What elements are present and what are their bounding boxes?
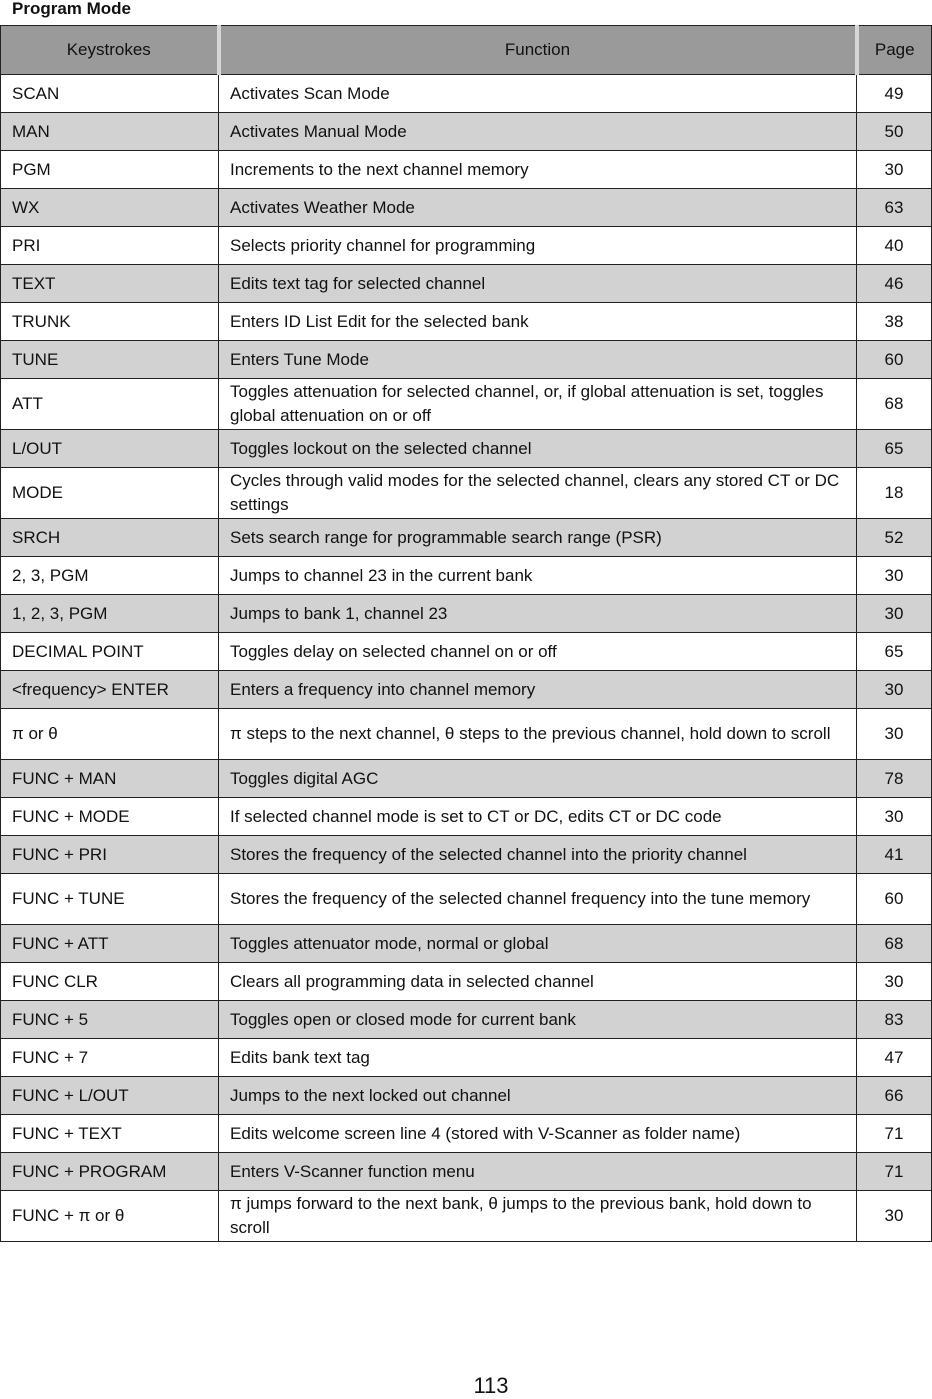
keystroke-cell: FUNC + MODE	[1, 798, 219, 836]
function-cell: Enters a frequency into channel memory	[219, 671, 857, 709]
table-row	[1, 671, 932, 709]
page-cell: 30	[857, 671, 932, 709]
table-row	[1, 836, 932, 874]
page-cell: 68	[857, 925, 932, 963]
function-cell: π jumps forward to the next bank, θ jumps to the previous bank, hold down to scroll	[219, 1191, 857, 1242]
table-row	[1, 151, 932, 189]
keystroke-cell: PGM	[1, 151, 219, 189]
keystroke-cell: TUNE	[1, 341, 219, 379]
table-row	[1, 709, 932, 760]
table-row	[1, 1153, 932, 1191]
header-page: Page	[857, 26, 932, 75]
table-row	[1, 227, 932, 265]
table-row	[1, 113, 932, 151]
table-body	[1, 75, 932, 1242]
function-cell: Clears all programming data in selected channel	[219, 963, 857, 1001]
table-row	[1, 303, 932, 341]
keystroke-cell: FUNC + 5	[1, 1001, 219, 1039]
page-cell: 30	[857, 798, 932, 836]
keystroke-cell: FUNC + π or θ	[1, 1191, 219, 1242]
table-row	[1, 189, 932, 227]
page-cell: 30	[857, 963, 932, 1001]
keystroke-cell: FUNC + TUNE	[1, 874, 219, 925]
table-row	[1, 874, 932, 925]
keystroke-cell: TEXT	[1, 265, 219, 303]
table-row	[1, 379, 932, 430]
keystroke-cell: MAN	[1, 113, 219, 151]
table-row	[1, 633, 932, 671]
table-row	[1, 798, 932, 836]
page-cell: 30	[857, 557, 932, 595]
program-mode-table	[0, 25, 932, 1242]
keystroke-cell: WX	[1, 189, 219, 227]
keystroke-cell: FUNC CLR	[1, 963, 219, 1001]
page-cell: 71	[857, 1153, 932, 1191]
function-cell: π steps to the next channel, θ steps to the previous channel, hold down to scroll	[219, 709, 857, 760]
function-cell: Stores the frequency of the selected channel into the priority channel	[219, 836, 857, 874]
table-row	[1, 75, 932, 113]
page-cell: 52	[857, 519, 932, 557]
table-row	[1, 468, 932, 519]
function-cell: Enters ID List Edit for the selected bank	[219, 303, 857, 341]
function-cell: Activates Scan Mode	[219, 75, 857, 113]
table-row	[1, 760, 932, 798]
keystroke-cell: FUNC + ATT	[1, 925, 219, 963]
table-row	[1, 595, 932, 633]
keystroke-cell: TRUNK	[1, 303, 219, 341]
function-cell: Toggles lockout on the selected channel	[219, 430, 857, 468]
table-row	[1, 925, 932, 963]
keystroke-cell: 2, 3, PGM	[1, 557, 219, 595]
function-cell: Enters Tune Mode	[219, 341, 857, 379]
page-cell: 63	[857, 189, 932, 227]
function-cell: Jumps to the next locked out channel	[219, 1077, 857, 1115]
keystroke-cell: FUNC + PROGRAM	[1, 1153, 219, 1191]
page-cell: 30	[857, 709, 932, 760]
keystroke-cell: DECIMAL POINT	[1, 633, 219, 671]
function-cell: Activates Weather Mode	[219, 189, 857, 227]
page-cell: 65	[857, 430, 932, 468]
page-cell: 68	[857, 379, 932, 430]
function-cell: Toggles open or closed mode for current bank	[219, 1001, 857, 1039]
function-cell: Toggles digital AGC	[219, 760, 857, 798]
table-row	[1, 519, 932, 557]
function-cell: Activates Manual Mode	[219, 113, 857, 151]
page-cell: 83	[857, 1001, 932, 1039]
page-cell: 38	[857, 303, 932, 341]
table-row	[1, 341, 932, 379]
table-row	[1, 557, 932, 595]
page-cell: 30	[857, 595, 932, 633]
keystroke-cell: SRCH	[1, 519, 219, 557]
keystroke-cell: <frequency> ENTER	[1, 671, 219, 709]
section-title: Program Mode	[12, 0, 132, 18]
page-cell: 60	[857, 874, 932, 925]
function-cell: Toggles attenuator mode, normal or global	[219, 925, 857, 963]
table-row	[1, 963, 932, 1001]
keystroke-cell: ATT	[1, 379, 219, 430]
keystroke-cell: FUNC + MAN	[1, 760, 219, 798]
function-cell: Edits text tag for selected channel	[219, 265, 857, 303]
function-cell: Sets search range for programmable search range (PSR)	[219, 519, 857, 557]
page-cell: 65	[857, 633, 932, 671]
page-cell: 60	[857, 341, 932, 379]
function-cell: Jumps to channel 23 in the current bank	[219, 557, 857, 595]
page-cell: 50	[857, 113, 932, 151]
function-cell: Cycles through valid modes for the selected channel, clears any stored CT or DC settings	[219, 468, 857, 519]
page-cell: 30	[857, 151, 932, 189]
function-cell: Enters V-Scanner function menu	[219, 1153, 857, 1191]
table-row	[1, 430, 932, 468]
function-cell: Edits bank text tag	[219, 1039, 857, 1077]
function-cell: Jumps to bank 1, channel 23	[219, 595, 857, 633]
page-cell: 71	[857, 1115, 932, 1153]
function-cell: Increments to the next channel memory	[219, 151, 857, 189]
table-row	[1, 1039, 932, 1077]
table-row	[1, 265, 932, 303]
keystroke-cell: FUNC + PRI	[1, 836, 219, 874]
page-cell: 40	[857, 227, 932, 265]
header-function: Function	[219, 26, 857, 75]
keystroke-cell: SCAN	[1, 75, 219, 113]
page-cell: 46	[857, 265, 932, 303]
function-cell: Selects priority channel for programming	[219, 227, 857, 265]
keystroke-cell: π or θ	[1, 709, 219, 760]
page-cell: 49	[857, 75, 932, 113]
page-cell: 47	[857, 1039, 932, 1077]
keystroke-cell: L/OUT	[1, 430, 219, 468]
page-cell: 66	[857, 1077, 932, 1115]
table-row	[1, 1001, 932, 1039]
function-cell: Edits welcome screen line 4 (stored with V-Scanner as folder name)	[219, 1115, 857, 1153]
function-cell: Toggles delay on selected channel on or off	[219, 633, 857, 671]
header-keystrokes: Keystrokes	[1, 26, 219, 75]
table-row	[1, 1191, 932, 1242]
keystroke-cell: FUNC + TEXT	[1, 1115, 219, 1153]
page-number: 113	[473, 1373, 509, 1398]
keystroke-cell: PRI	[1, 227, 219, 265]
keystroke-cell: FUNC + 7	[1, 1039, 219, 1077]
page-cell: 18	[857, 468, 932, 519]
keystroke-cell: 1, 2, 3, PGM	[1, 595, 219, 633]
table-row	[1, 1115, 932, 1153]
table-header-row	[1, 26, 932, 75]
page-cell: 30	[857, 1191, 932, 1242]
function-cell: If selected channel mode is set to CT or DC, edits CT or DC code	[219, 798, 857, 836]
table-row	[1, 1077, 932, 1115]
page-cell: 41	[857, 836, 932, 874]
function-cell: Toggles attenuation for selected channel, or, if global attenuation is set, toggles global attenuation on or off	[219, 379, 857, 430]
function-cell: Stores the frequency of the selected channel frequency into the tune memory	[219, 874, 857, 925]
keystroke-cell: FUNC + L/OUT	[1, 1077, 219, 1115]
page-cell: 78	[857, 760, 932, 798]
keystroke-cell: MODE	[1, 468, 219, 519]
